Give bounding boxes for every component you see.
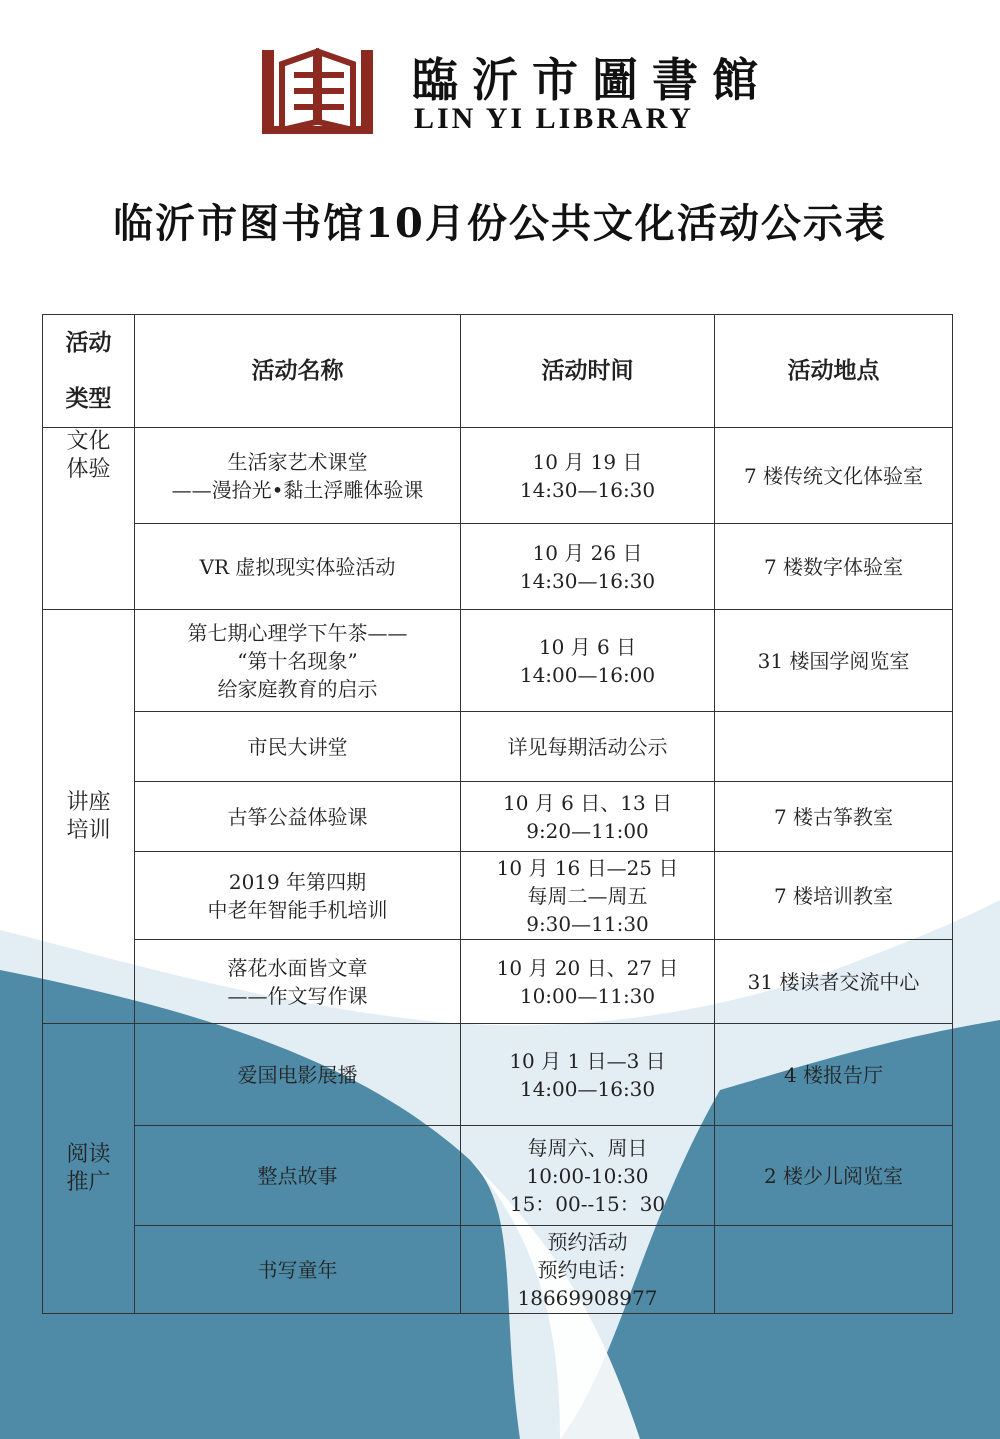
- column-header-type-line: 类型: [65, 385, 112, 412]
- activity-name-line: 给家庭教育的启示: [217, 676, 378, 701]
- activity-time-line: 14:00—16:30: [519, 1076, 656, 1101]
- type-cell-lecture: [43, 610, 135, 1024]
- activity-time-line: 预约活动: [547, 1229, 628, 1254]
- activity-name-cell: [135, 524, 461, 610]
- column-header-name: 活动名称: [135, 315, 461, 428]
- activity-name-line: 落花水面皆文章: [227, 955, 368, 980]
- column-header-place: 活动地点: [715, 315, 953, 428]
- activity-time-line: 10 月 1 日—3 日: [509, 1048, 666, 1073]
- activity-time-line: 10 月 19 日: [532, 449, 643, 474]
- table-row: [43, 428, 953, 524]
- table-row: [43, 782, 953, 852]
- activity-place-cell: 31 楼读者交流中心: [715, 940, 953, 1024]
- activity-name-line: 中老年智能手机培训: [207, 897, 388, 922]
- type-line: 体验: [66, 457, 111, 482]
- activity-time-cell: [461, 524, 715, 610]
- activity-name-line: 爱国电影展播: [237, 1062, 358, 1087]
- activity-place-cell: 31 楼国学阅览室: [715, 610, 953, 712]
- activity-name-line: 市民大讲堂: [247, 734, 348, 759]
- activity-time-cell: [461, 610, 715, 712]
- activity-name-cell: [135, 428, 461, 524]
- page-title: 临沂市图书馆10月份公共文化活动公示表: [113, 200, 887, 247]
- activity-time-line: 10 月 6 日: [538, 634, 637, 659]
- activity-place-cell: [715, 1226, 953, 1314]
- activity-time-line: 10 月 6 日、13 日: [502, 790, 673, 815]
- activity-time-line: 10 月 26 日: [532, 540, 643, 565]
- activity-name-line: 书写童年: [257, 1257, 338, 1282]
- activity-time-line: 15：00--15：30: [509, 1191, 666, 1216]
- activity-name-cell: [135, 782, 461, 852]
- activity-time-line: 14:30—16:30: [519, 477, 656, 502]
- activity-name-line: 2019 年第四期: [228, 869, 367, 894]
- activity-place-cell: 2 楼少儿阅览室: [715, 1126, 953, 1226]
- table-row: [43, 712, 953, 782]
- library-header: [260, 40, 772, 140]
- activity-time-line: 10 月 16 日—25 日: [496, 855, 679, 880]
- table-header-row: [43, 315, 953, 428]
- table-row: [43, 1226, 953, 1314]
- activity-name-cell: [135, 712, 461, 782]
- type-cell-reading: [43, 1024, 135, 1314]
- activity-name-cell: [135, 852, 461, 940]
- table-row: [43, 852, 953, 940]
- activity-time-cell: [461, 1226, 715, 1314]
- table-row: [43, 524, 953, 610]
- type-line: 讲座: [66, 789, 111, 815]
- activity-place-cell: 7 楼古筝教室: [715, 782, 953, 852]
- activity-name-line: 生活家艺术课堂: [227, 449, 368, 474]
- type-line: 培训: [66, 817, 111, 843]
- activity-place-cell: 4 楼报告厅: [715, 1024, 953, 1126]
- type-line: 阅读: [66, 1141, 111, 1167]
- activity-name-line: 第七期心理学下午茶——: [187, 620, 408, 645]
- activity-name-cell: [135, 1126, 461, 1226]
- activity-time-line: 9:30—11:30: [526, 911, 649, 936]
- activity-place-cell: 7 楼培训教室: [715, 852, 953, 940]
- activity-time-cell: [461, 940, 715, 1024]
- library-logo-icon: [260, 42, 375, 138]
- column-header-type: [43, 315, 135, 428]
- type-line: 文化: [66, 429, 111, 454]
- activity-name-line: “第十名现象”: [237, 648, 358, 673]
- activity-time-line: 每周二—周五: [527, 883, 648, 908]
- activity-name-line: VR 虚拟现实体验活动: [199, 554, 396, 579]
- table-row: [43, 1024, 953, 1126]
- activity-time-line: 10:00—11:30: [519, 983, 656, 1008]
- activity-place-cell: [715, 712, 953, 782]
- activity-time-cell: [461, 782, 715, 852]
- activity-time-line: 10 月 20 日、27 日: [496, 955, 679, 980]
- type-line: 推广: [66, 1169, 111, 1195]
- library-name-english: LIN YI LIBRARY: [414, 102, 694, 135]
- activity-time-line: 14:30—16:30: [519, 568, 656, 593]
- activity-time-line: 18669908977: [517, 1285, 658, 1310]
- activity-time-cell: [461, 1024, 715, 1126]
- activity-name-cell: [135, 1024, 461, 1126]
- table-row: [43, 940, 953, 1024]
- activity-time-line: 10:00-10:30: [526, 1163, 649, 1188]
- table-row: [43, 610, 953, 712]
- activity-name-line: 整点故事: [257, 1163, 338, 1188]
- activity-name-cell: [135, 1226, 461, 1314]
- column-header-time: 活动时间: [461, 315, 715, 428]
- activity-place-cell: 7 楼传统文化体验室: [715, 428, 953, 524]
- activity-time-line: 14:00—16:00: [519, 662, 656, 687]
- type-cell-culture: [43, 428, 135, 610]
- activity-time-line: 每周六、周日: [527, 1135, 648, 1160]
- activity-name-line: 古筝公益体验课: [227, 804, 368, 829]
- activity-time-line: 预约电话：: [537, 1257, 638, 1282]
- activity-name-cell: [135, 610, 461, 712]
- activity-place-cell: 7 楼数字体验室: [715, 524, 953, 610]
- table-row: [43, 1126, 953, 1226]
- activity-time-cell: [461, 852, 715, 940]
- activity-time-cell: [461, 1126, 715, 1226]
- activity-time-line: 9:20—11:00: [526, 818, 649, 843]
- library-name-chinese: 臨沂市圖書館: [412, 53, 772, 107]
- activity-name-line: ——作文写作课: [227, 983, 368, 1008]
- activity-schedule-table: [42, 314, 953, 1314]
- column-header-type-line: 活动: [65, 329, 112, 356]
- activity-time-cell: [461, 428, 715, 524]
- activity-name-cell: [135, 940, 461, 1024]
- activity-time-cell: [461, 712, 715, 782]
- activity-time-line: 详见每期活动公示: [507, 734, 668, 759]
- activity-name-line: ——漫拾光•黏土浮雕体验课: [171, 477, 424, 502]
